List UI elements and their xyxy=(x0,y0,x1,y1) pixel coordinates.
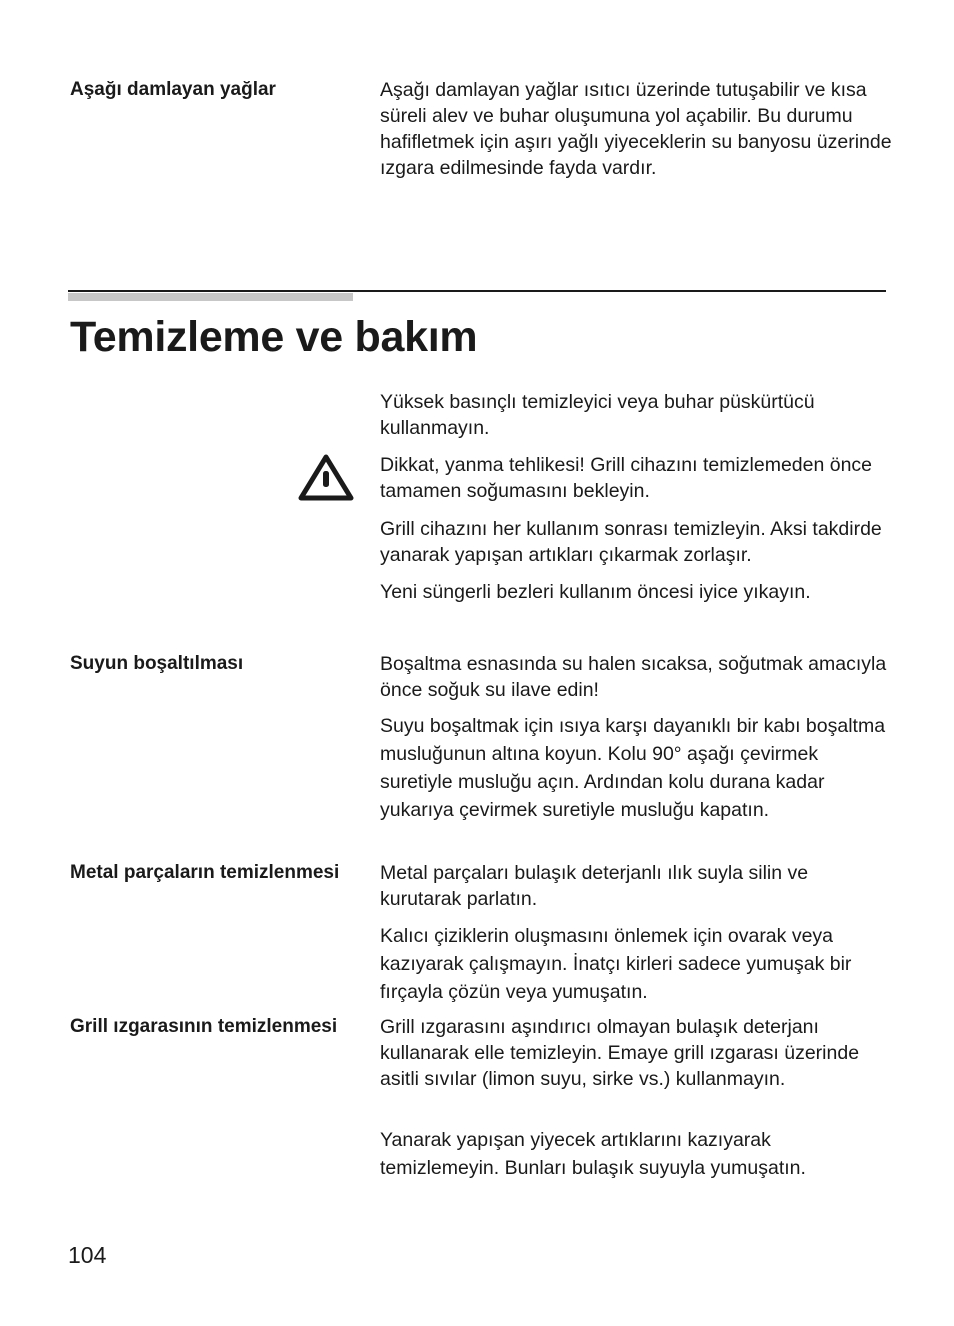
grill-p2: Yanarak yapışan yiyecek artıklarını kazıyarak temizlemeyin. Bunları bulaşık suyuyla yumuşatın. xyxy=(380,1129,806,1179)
draining-p1: Boşaltma esnasında su halen sıcaksa, soğutmak amacıyla önce soğuk su ilave edin! xyxy=(380,653,887,701)
section-title: Temizleme ve bakım xyxy=(70,313,478,361)
intro-label: Aşağı damlayan yağlar xyxy=(70,79,276,100)
section-rule xyxy=(68,290,886,292)
subsection-label-grill: Grill ızgarasının temizlenmesi xyxy=(70,1016,338,1037)
section-intro-p3: Grill cihazını her kullanım sonrası temizleyin. Aksi takdirde yanarak yapışan artıkları çıkarmak zorlaşır. xyxy=(380,518,882,566)
subsection-label-draining: Suyun boşaltılması xyxy=(70,653,244,674)
subsection-label-metal: Metal parçaların temizlenmesi xyxy=(70,862,340,883)
page-number: 104 xyxy=(68,1242,107,1268)
section-intro-p2: Dikkat, yanma tehlikesi! Grill cihazını temizlemeden önce tamamen soğumasını bekleyin. xyxy=(380,454,873,502)
draining-p2: Suyu boşaltmak için ısıya karşı dayanıklı bir kabı boşaltma musluğunun altına koyun. Kolu 90° aşağı çevirmek suretiyle musluğu açın. Ardından kolu durana kadar yukarıya çevirmek suretiyle musluğu kapatın. xyxy=(380,715,886,821)
grill-p1: Grill ızgarasını aşındırıcı olmayan bulaşık deterjanı kullanarak elle temizleyin. Emaye grill ızgarası üzerinde asitli sıvılar (limon suyu, sirke vs.) kullanmayın. xyxy=(380,1016,860,1090)
metal-p2: Kalıcı çiziklerin oluşmasını önlemek için ovarak veya kazıyarak çalışmayın. İnatçı kirleri sadece yumuşak bir fırçayla çözün veya yumuşatın. xyxy=(380,925,852,1003)
metal-p1: Metal parçaları bulaşık deterjanlı ılık suyla silin ve kurutarak parlatın. xyxy=(380,862,809,910)
section-rule-accent xyxy=(68,293,353,301)
section-intro-p4: Yeni süngerli bezleri kullanım öncesi iyice yıkayın. xyxy=(380,581,811,603)
section-intro-p1: Yüksek basınçlı temizleyici veya buhar püskürtücü kullanmayın. xyxy=(380,391,815,439)
warning-triangle-icon xyxy=(298,453,354,501)
intro-text: Aşağı damlayan yağlar ısıtıcı üzerinde tutuşabilir ve kısa süreli alev ve buhar oluşumuna yol açabilir. Bu durumu hafifletmek için aşırı yağlı yiyeceklerin su banyosu üzerinde ızgara edilmesinde fayda vardır. xyxy=(380,79,892,179)
